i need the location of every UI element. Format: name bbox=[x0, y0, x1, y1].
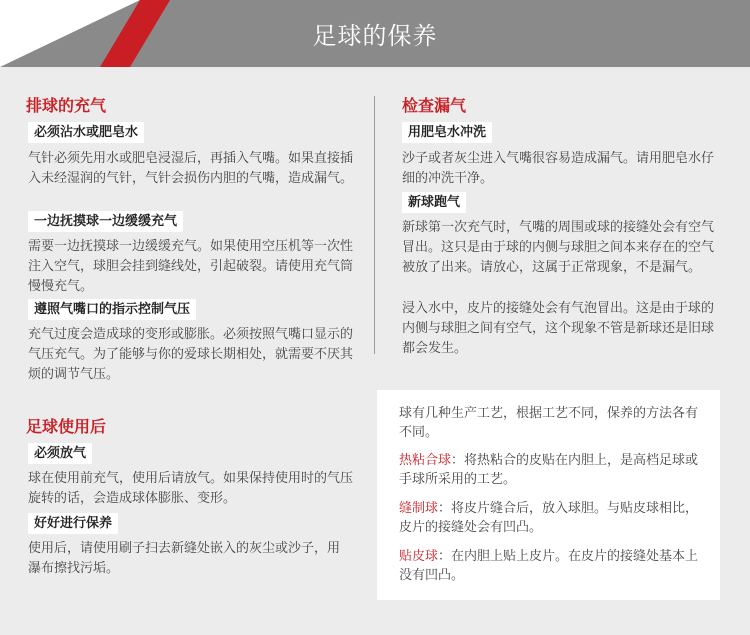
section-title-leak: 检查漏气 bbox=[402, 96, 467, 115]
section-title-after-use: 足球使用后 bbox=[26, 417, 107, 436]
term-thermal: 热粘合球 bbox=[399, 453, 452, 468]
para-new-ball: 新球第一次充气时，气嘴的周围或球的接缝处会有空气冒出。这只是由于球的内侧与球胆之间本来存在的空气被放了出来。请放心，这属于正常现象，不是漏气。 bbox=[402, 220, 715, 275]
label-wet-needle: 必须沾水或肥皂水 bbox=[28, 122, 144, 143]
para-soap-rinse: 沙子或者灰尘进入气嘴很容易造成漏气。请用肥皂水仔细的冲洗干净。 bbox=[402, 151, 715, 186]
desc-stitched: ：将皮片缝合后，放入球胆。与贴皮球相比，皮片的接缝处会有凹凸。 bbox=[399, 501, 699, 535]
para-wet-needle: 气针必须先用水或肥皂浸湿后，再插入气嘴。如果直接插入未经湿润的气针，气针会损伤内胆的气嘴，造成漏气。 bbox=[28, 151, 354, 186]
label-deflate: 必须放气 bbox=[28, 443, 92, 464]
para-slow-inflate: 需要一边抚摸球一边缓缓充气。如果使用空压机等一次性注入空气，球胆会挂到缝线处，引起破裂。请使用充气筒慢慢充气。 bbox=[28, 239, 354, 294]
term-laminated: 贴皮球 bbox=[399, 549, 439, 564]
ball-types-box bbox=[377, 390, 720, 600]
info-type-stitched bbox=[399, 499, 704, 537]
info-type-thermal bbox=[399, 451, 704, 489]
page-header bbox=[0, 0, 750, 67]
para-deflate: 球在使用前充气，使用后请放气。如果保持使用时的气压旋转的话，会造成球体膨胀、变形。 bbox=[28, 471, 354, 506]
label-slow-inflate: 一边抚摸球一边缓缓充气 bbox=[28, 211, 183, 232]
para-underwater: 浸入水中，皮片的接缝处会有气泡冒出。这是由于球的内侧与球胆之间有空气，这个现象不管是新球还是旧球都会发生。 bbox=[402, 301, 715, 356]
para-pressure: 充气过度会造成球的变形或膨胀。必须按照气嘴口显示的气压充气。为了能够与你的爱球长期相处，就需要不厌其烦的调节气压。 bbox=[28, 327, 354, 382]
para-maintenance: 使用后，请使用刷子扫去新缝处嵌入的灰尘或沙子，用瀑布擦找污垢。 bbox=[28, 541, 341, 576]
label-new-ball: 新球跑气 bbox=[402, 192, 466, 213]
label-pressure: 遵照气嘴口的指示控制气压 bbox=[28, 299, 196, 320]
column-divider bbox=[374, 96, 375, 354]
section-title-inflate: 排球的充气 bbox=[26, 96, 107, 115]
page-title: 足球的保养 bbox=[312, 22, 438, 50]
term-stitched: 缝制球 bbox=[399, 501, 439, 516]
desc-laminated: ：在内胆上贴上皮片。在皮片的接缝处基本上没有凹凸。 bbox=[399, 549, 699, 583]
info-intro: 球有几种生产工艺，根据工艺不同，保养的方法各有不同。 bbox=[399, 406, 699, 440]
label-soap-rinse: 用肥皂水冲洗 bbox=[402, 122, 492, 143]
label-maintenance: 好好进行保养 bbox=[28, 513, 118, 534]
info-type-laminated bbox=[399, 547, 704, 585]
desc-thermal: ：将热粘合的皮贴在内胆上，是高档足球或手球所采用的工艺。 bbox=[399, 453, 699, 487]
